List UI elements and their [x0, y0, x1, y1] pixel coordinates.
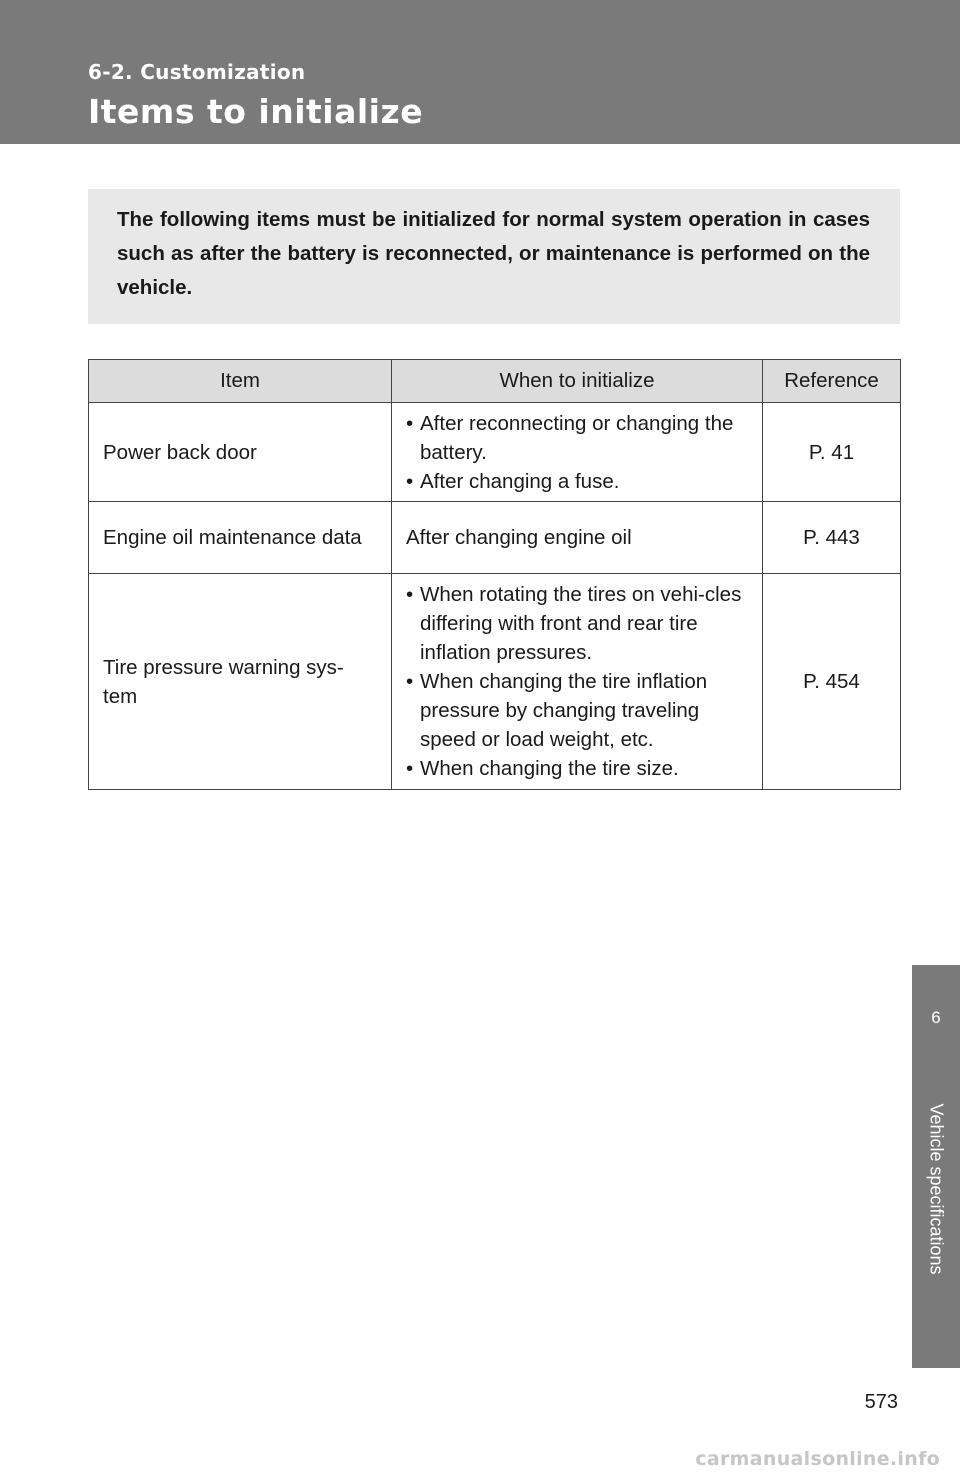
list-item: • When rotating the tires on vehi-cles differing with front and rear tire inflation pressures.: [406, 580, 748, 667]
page-number: 573: [864, 1391, 898, 1413]
page-header: [0, 0, 960, 144]
chapter-number: 6: [931, 1008, 941, 1027]
table-header-row: [89, 360, 901, 403]
table-row: [89, 502, 901, 574]
reference-cell: P. 41: [763, 403, 901, 502]
list-item: • After changing a fuse.: [406, 467, 748, 496]
header-when-to-initialize: When to initialize: [392, 360, 763, 403]
when-cell: [392, 403, 763, 502]
reference-cell: P. 454: [763, 574, 901, 790]
item-cell: Tire pressure warning sys-tem: [89, 574, 392, 790]
table-row: [89, 574, 901, 790]
page-title: Items to initialize: [88, 92, 424, 131]
intro-text: The following items must be initialized for normal system operation in cases such as after the battery is reconnected, or maintenance is performed on the vehicle.: [117, 208, 870, 299]
when-list: [406, 409, 748, 496]
when-cell: After changing engine oil: [392, 502, 763, 574]
reference-cell: P. 443: [763, 502, 901, 574]
item-cell: Engine oil maintenance data: [89, 502, 392, 574]
when-cell: [392, 574, 763, 790]
chapter-tab[interactable]: [912, 965, 960, 1368]
list-item: • When changing the tire inflation pressure by changing traveling speed or load weight, etc.: [406, 667, 748, 754]
item-cell: Power back door: [89, 403, 392, 502]
list-item: • After reconnecting or changing the battery.: [406, 409, 748, 467]
table-row: [89, 403, 901, 502]
when-list: [406, 580, 748, 783]
header-item: Item: [89, 360, 392, 403]
chapter-label: Vehicle specifications: [926, 1103, 947, 1275]
list-item: • When changing the tire size.: [406, 754, 748, 783]
header-reference: Reference: [763, 360, 901, 403]
initialize-table: [88, 359, 901, 790]
section-label: 6-2. Customization: [88, 60, 306, 84]
intro-box: [88, 189, 900, 324]
watermark: carmanualsonline.info: [695, 1448, 940, 1470]
